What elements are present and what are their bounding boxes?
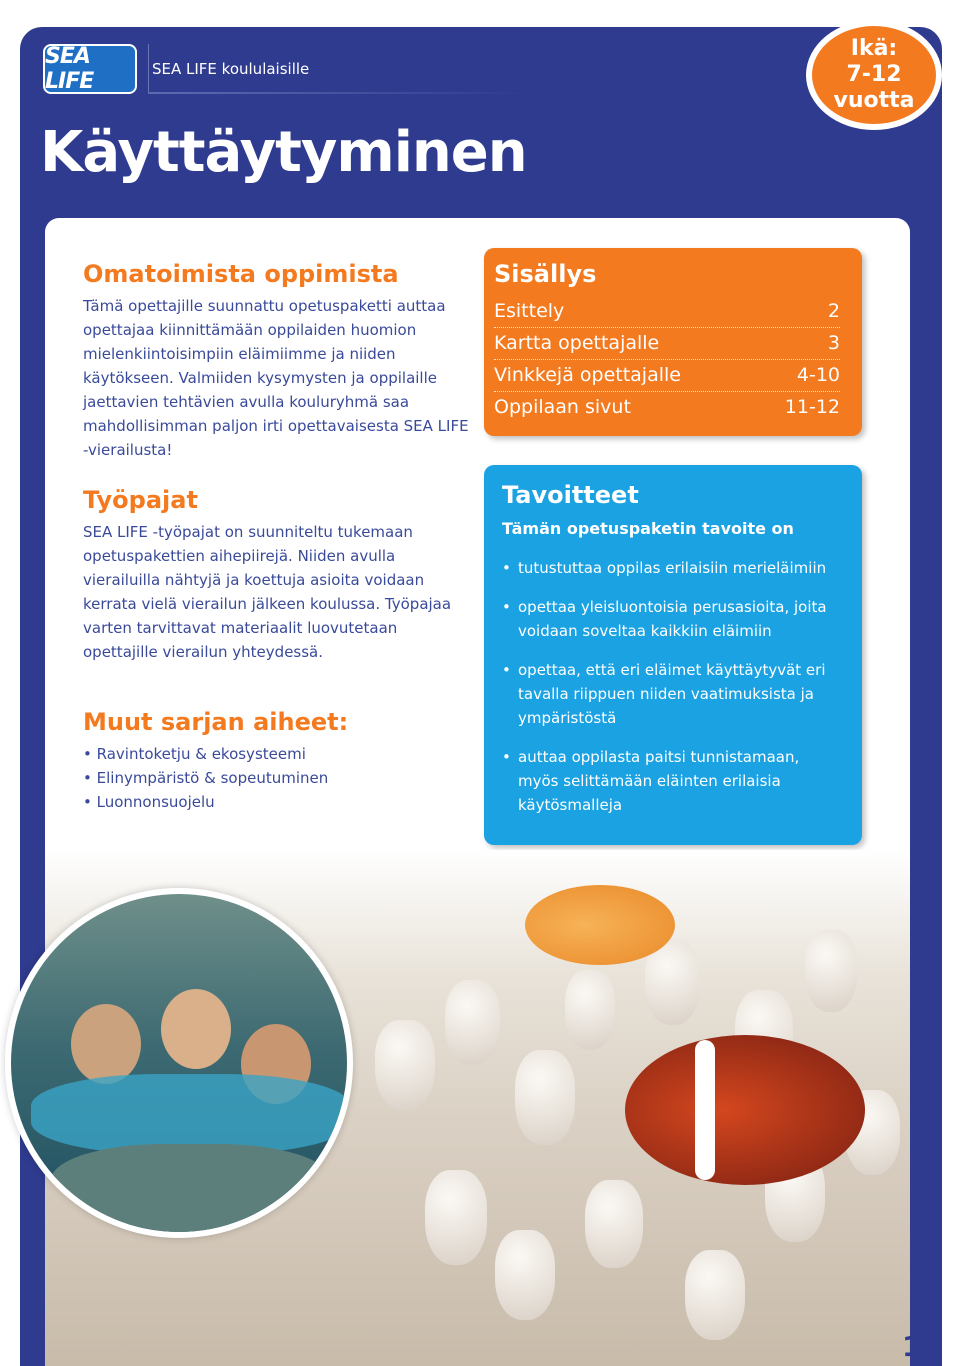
anemone-tentacle	[685, 1250, 745, 1340]
clownfish-large	[625, 1035, 865, 1185]
workshops-body: SEA LIFE -työpajat on suunniteltu tukemaan opetuspakettien aihepiirejä. Niiden avulla vierailuilla nähtyjä ja koettuja asioita voidaan kerrata vielä vierailun jälkeen koulussa. Työpajaa varten tarvittavat materiaalit luovutetaan opettajille vierailun yhteydessä.	[83, 523, 452, 661]
page-title: Käyttäytyminen	[40, 120, 527, 185]
clownfish-stripe	[695, 1040, 715, 1180]
anemone-tentacle	[805, 930, 857, 1012]
age-badge	[806, 20, 942, 130]
anemone-tentacle	[445, 980, 500, 1065]
clownfish-small	[525, 885, 675, 965]
sea-life-logo	[43, 44, 137, 94]
contents-row	[494, 360, 840, 392]
contents-label: Oppilaan sivut	[494, 396, 631, 418]
header-divider	[148, 44, 149, 94]
anemone-tentacle	[425, 1170, 487, 1265]
workshops-heading: Työpajat	[83, 486, 198, 514]
self-study-heading: Omatoimista oppimista	[83, 260, 399, 288]
self-study-body: Tämä opettajille suunnattu opetuspaketti auttaa opettajaa kiinnittämään oppilaiden huomion mielenkiintoisimpiin eläimiimme ja niiden käytökseen. Valmiiden kysymysten ja oppilaille jaettavien tehtävien avulla kouluryhmä saa mahdollisimman paljon irti opettavaisesta SEA LIFE -vierailusta!	[83, 297, 469, 459]
list-item: • Ravintoketju & ekosysteemi	[83, 742, 473, 766]
anemone-tentacle	[585, 1180, 643, 1268]
contents-page: 4-10	[796, 364, 840, 386]
list-item: • Elinympäristö & sopeutuminen	[83, 766, 473, 790]
goals-list	[502, 556, 842, 817]
list-item: • tutustuttaa oppilas erilaisiin merieläimiin	[502, 556, 842, 580]
child-head	[71, 1004, 141, 1084]
anemone-tentacle	[565, 970, 615, 1050]
anemone-tentacle	[375, 1020, 435, 1110]
logo-text: SEA LIFE	[45, 44, 94, 94]
contents-label: Esittely	[494, 300, 565, 322]
contents-row	[494, 296, 840, 328]
contents-box	[484, 248, 862, 436]
contents-title: Sisällys	[494, 260, 597, 288]
touch-pool	[51, 1144, 331, 1234]
child-head	[161, 989, 231, 1069]
list-item: • opettaa, että eri eläimet käyttäytyvät eri tavalla riippuen niiden vaatimuksista ja ympäristöstä	[502, 658, 842, 730]
contents-page: 2	[827, 300, 840, 322]
other-topics-list	[83, 742, 473, 814]
left-column	[83, 260, 473, 814]
contents-page: 11-12	[784, 396, 840, 418]
list-item: • opettaa yleisluontoisia perusasioita, joita voidaan soveltaa kaikkiin eläimiin	[502, 595, 842, 643]
goals-box	[484, 465, 862, 845]
other-topics-heading: Muut sarjan aiheet:	[83, 708, 349, 736]
header-rule	[148, 92, 528, 94]
age-unit: vuotta	[833, 88, 915, 113]
list-item: • auttaa oppilasta paitsi tunnistamaan, myös selittämään eläinten erilaisia käytösmalleja	[502, 745, 842, 817]
children-photo	[5, 888, 353, 1238]
goals-title: Tavoitteet	[502, 481, 639, 509]
contents-row	[494, 392, 840, 423]
anemone-tentacle	[495, 1230, 555, 1320]
contents-row	[494, 328, 840, 360]
age-label: Ikä:	[850, 36, 898, 61]
series-label: SEA LIFE koululaisille	[152, 60, 310, 78]
goals-subtitle: Tämän opetuspaketin tavoite on	[502, 519, 794, 538]
contents-label: Vinkkejä opettajalle	[494, 364, 681, 386]
contents-label: Kartta opettajalle	[494, 332, 660, 354]
anemone-tentacle	[515, 1050, 575, 1145]
child-shirts	[31, 1074, 351, 1154]
contents-page: 3	[827, 332, 840, 354]
list-item: • Luonnonsuojelu	[83, 790, 473, 814]
page-number: 1	[902, 1330, 922, 1363]
age-range: 7-12	[846, 62, 902, 87]
